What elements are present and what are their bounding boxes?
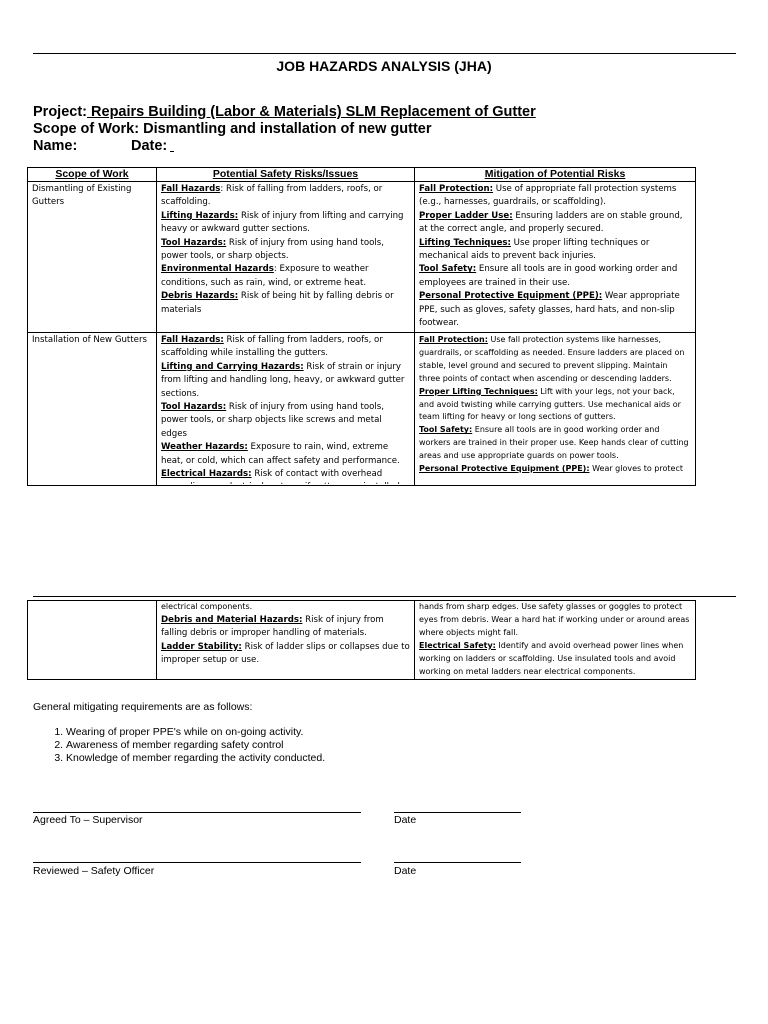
scope-value: Dismantling and installation of new gutter — [139, 121, 432, 137]
item-text: Use fall protection systems like harnesses, guardrails, or scaffolding as needed. Ensure ladders are placed on stable, level ground and secured to prevent slipping. Maintain three points of contact when ascending or descending ladders. — [419, 335, 685, 383]
item-title: Personal Protective Equipment (PPE): — [419, 464, 590, 474]
scope-cell: Installation of New Gutters — [28, 333, 157, 486]
item-text: Wear gloves to protect — [589, 464, 683, 474]
safety-officer-date-line — [394, 862, 521, 863]
table-row — [28, 182, 696, 333]
item-text: Risk of contact with overhead — [254, 469, 383, 480]
item-text: Identify and avoid overhead power lines when working on ladders or scaffolding. Use insulated tools and avoid working on metal ladders near electrical components. — [419, 640, 684, 676]
document-title: JOB HAZARDS ANALYSIS (JHA) — [276, 58, 492, 74]
item-title: Fall Hazards — [161, 184, 221, 194]
item-title: Ladder Stability: — [161, 641, 242, 652]
scope-cell: Dismantling of Existing Gutters — [28, 182, 157, 333]
list-item — [161, 641, 410, 668]
item-text: : Risk of falling from ladders, roofs, or scaffolding. — [161, 184, 383, 208]
list-item — [419, 334, 691, 386]
item-title: Debris Hazards: — [161, 291, 239, 302]
mitigation-list — [419, 183, 691, 331]
item-text: Ensure all tools are in good working order and workers are trained in their proper use. Keep hands clear of cutting areas and use appropriate guards on power tools. — [419, 425, 689, 461]
risk-list — [161, 183, 410, 331]
safety-officer-label: Reviewed – Safety Officer — [33, 865, 155, 877]
item-title: Debris and Material Hazards: — [161, 614, 303, 625]
risk-list — [161, 614, 410, 668]
safety-officer-signature-line — [33, 862, 361, 863]
list-item: 3. Knowledge of member regarding the activity conducted. — [66, 752, 325, 765]
list-item — [419, 330, 691, 331]
list-item — [419, 183, 691, 210]
item-title: Proper Ladder Use: — [419, 210, 513, 221]
item-title: Fall Protection: — [419, 335, 488, 344]
item-text: Risk of injury from using hand tools, power tools, or sharp objects like screws and metal edges — [161, 402, 385, 439]
item-title: Lifting Techniques: — [419, 237, 511, 248]
item-text: Risk of injury from using hand tools, power tools, or sharp objects. — [161, 237, 385, 262]
list-item: 1. Wearing of proper PPE's while on on-going activity. — [66, 726, 325, 739]
header-scope: Scope of Work — [28, 168, 157, 182]
project-line — [33, 104, 536, 121]
list-item — [161, 614, 410, 641]
safety-officer-date-label: Date — [394, 865, 417, 877]
item-title: Lifting and Carrying Hazards: — [161, 361, 304, 372]
list-item — [419, 386, 691, 425]
item-title: Electrical Safety: — [419, 640, 496, 650]
item-title: Proper Lifting Techniques: — [419, 386, 538, 396]
name-date-line — [33, 138, 168, 155]
item-text: Risk of ladder slips or collapses due to improper setup or use. — [161, 641, 410, 666]
jha-table — [27, 167, 696, 486]
list-item — [161, 183, 410, 210]
jha-table-continued — [27, 600, 696, 680]
general-intro: General mitigating requirements are as follows: — [33, 701, 253, 713]
item-text: Risk of strain or injury from lifting and handling long, heavy, or awkward gutter sections. — [161, 361, 405, 399]
item-title: Tool Hazards: — [161, 237, 227, 248]
list-item — [161, 468, 410, 484]
item-title: Electrical Hazards: — [161, 469, 252, 480]
list-item: 2. Awareness of member regarding safety control — [66, 739, 325, 752]
risks-cell — [157, 333, 415, 486]
risks-cell — [157, 601, 415, 680]
list-item — [419, 290, 691, 330]
list-item — [419, 424, 691, 463]
mitigation-list — [419, 640, 691, 679]
item-text: Risk of injury from lifting and carrying heavy or awkward gutter sections. — [161, 210, 404, 235]
scope-cell — [28, 601, 157, 680]
mitigation-lead: hands from sharp edges. Use safety glasses or goggles to protect eyes from debris. Wear a hard hat if working under or around areas where objects might fall. — [419, 602, 690, 637]
supervisor-date-line — [394, 812, 521, 813]
item-text: Risk of injury from falling debris or improper handling of materials. — [161, 614, 384, 639]
supervisor-label: Agreed To – Supervisor — [33, 814, 143, 826]
item-text: Exposure to rain, wind, extreme heat, or cold, which can affect safety and performance. — [161, 442, 400, 466]
project-value: Repairs Building (Labor & Materials) SLM Replacement of Gutter — [87, 104, 536, 120]
item-text: Ensuring ladders are on stable ground, at the correct angle, and properly secured. — [419, 210, 683, 235]
list-item — [161, 210, 410, 237]
item-text: Lift with your legs, not your back, and avoid twisting while carrying gutters. Use mechanical aids or team lifting for heavy or long sections of gutters. — [419, 386, 681, 422]
risks-cell — [157, 182, 415, 333]
table-row — [28, 601, 696, 680]
list-item — [161, 263, 410, 290]
mitigation-cell — [415, 333, 696, 486]
scope-line — [33, 121, 432, 138]
top-rule-page2 — [33, 596, 736, 597]
item-text: Risk of being hit by falling debris or materials — [161, 291, 394, 315]
item-title: Personal Protective Equipment (PPE): — [419, 291, 603, 302]
mitigation-list — [419, 334, 691, 484]
list-item — [161, 441, 410, 468]
top-rule-page1 — [33, 53, 736, 54]
requirements-list — [33, 726, 325, 765]
project-label: Project: — [33, 104, 87, 120]
header-mitigation: Mitigation of Potential Risks — [415, 168, 696, 182]
item-title: Weather Hazards: — [161, 442, 248, 453]
scope-label: Scope of Work: — [33, 121, 140, 137]
mitigation-cell — [415, 601, 696, 680]
item-title: Tool Safety: — [419, 425, 473, 435]
list-item — [419, 237, 691, 264]
item-text: Wear appropriate PPE, such as gloves, safety glasses, hard hats, and non-slip footwear. — [419, 291, 680, 329]
header-risks: Potential Safety Risks/Issues — [157, 168, 415, 182]
mitigation-cell — [415, 182, 696, 333]
item-title: Fall Protection: — [419, 184, 494, 194]
date-label: Date: — [131, 138, 168, 154]
list-item — [419, 463, 691, 476]
name-label: Name: — [33, 138, 78, 154]
list-item — [161, 237, 410, 264]
list-item — [161, 401, 410, 441]
item-title: Tool Safety: — [419, 264, 477, 275]
risk-lead: electrical components. — [161, 602, 253, 611]
item-title: Tool Hazards: — [161, 402, 227, 413]
item-title: Lifting Hazards: — [161, 210, 239, 221]
list-item — [161, 361, 410, 401]
list-item — [419, 263, 691, 290]
supervisor-signature-line — [33, 812, 361, 813]
supervisor-date-label: Date — [394, 814, 417, 826]
item-text: Use proper lifting techniques or mechanical aids to prevent back injuries. — [419, 237, 650, 262]
list-item — [161, 334, 410, 361]
risk-list — [161, 334, 410, 484]
item-text: Ensure all tools are in good working order and employees are trained in their use. — [419, 264, 678, 288]
list-item — [419, 640, 691, 679]
item-title: Fall Hazards: — [161, 335, 224, 345]
item-text: : Exposure to weather conditions, such as rain, wind, or extreme heat. — [161, 264, 369, 288]
list-item — [419, 210, 691, 237]
table-header-row — [28, 168, 696, 182]
list-item — [161, 290, 410, 317]
item-title: Environmental Hazards — [161, 264, 274, 275]
item-text: Risk of falling from ladders, roofs, or scaffolding while installing the gutters. — [161, 335, 383, 359]
table-row — [28, 333, 696, 486]
item-text: Use of appropriate fall protection systems (e.g., harnesses, guardrails, or scaffolding). — [419, 184, 677, 208]
